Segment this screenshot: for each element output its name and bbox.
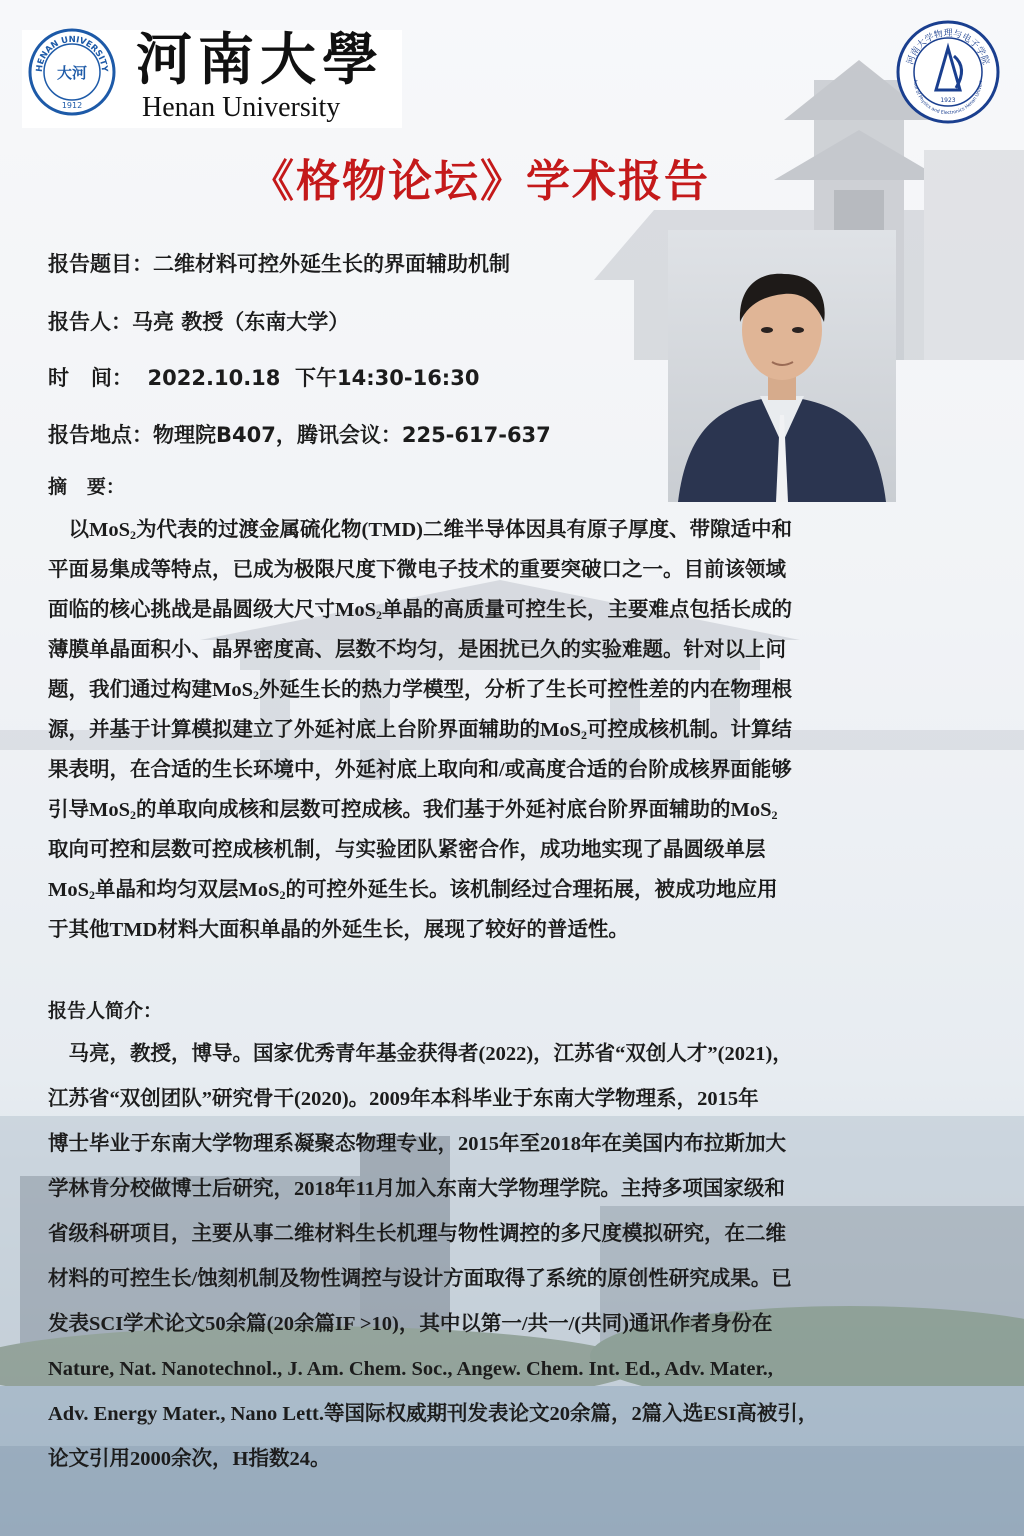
bio-line: 博士毕业于东南大学物理系凝聚态物理专业，2015年至2018年在美国内布拉斯加大 xyxy=(48,1133,786,1155)
university-english-name: Henan University xyxy=(142,92,341,123)
physics-school-seal xyxy=(896,20,1000,124)
report-location: 报告地点：物理院B407，腾讯会议：225-617-637 xyxy=(48,423,551,447)
subscript: 2 xyxy=(253,688,259,702)
text-run: 为代表的过渡金属硫化物(TMD)二维半导体因具有原子厚度、带隙适中和 xyxy=(136,519,792,541)
subscript: 2 xyxy=(130,808,136,822)
abstract-body xyxy=(48,510,938,950)
subscript: 2 xyxy=(771,808,778,822)
abstract-line xyxy=(48,630,938,670)
university-chinese-name: 河南大學 xyxy=(136,27,384,93)
abstract-line xyxy=(48,750,938,790)
school-seal-year: 1923 xyxy=(940,97,956,104)
school-seal-en: hool of Physics and Electronics Henan Univers xyxy=(911,79,985,117)
bio-line: 江苏省“双创团队”研究骨干(2020)。2009年本科毕业于东南大学物理系，2015年 xyxy=(48,1088,759,1110)
subscript: 2 xyxy=(130,528,136,542)
abstract-line xyxy=(48,510,938,550)
text-run: 取向可控和层数可控成核机制，与实验团队紧密合作，成功地实现了晶圆级单层 xyxy=(48,839,766,861)
bio-line: Adv. Energy Mater., Nano Lett.等国际权威期刊发表论文20余篇，2篇入选ESI高被引， xyxy=(48,1403,819,1425)
text-run: 可控成核机制。计算结 xyxy=(587,719,792,741)
abstract-line xyxy=(48,710,938,750)
abstract-heading: 摘 要： xyxy=(48,476,125,498)
report-topic: 报告题目：二维材料可控外延生长的界面辅助机制 xyxy=(48,252,510,276)
abstract-line xyxy=(48,790,938,830)
abstract-line xyxy=(48,830,938,870)
abstract-line xyxy=(48,550,938,590)
subscript: 2 xyxy=(89,888,95,902)
text-run: 源，并基于计算模拟建立了外延衬底上台阶界面辅助的MoS xyxy=(48,719,581,741)
bio-line: 材料的可控生长/蚀刻机制及物性调控与设计方面取得了系统的原创性研究成果。已 xyxy=(48,1268,792,1290)
abstract-line xyxy=(48,910,938,950)
bio-heading: 报告人简介： xyxy=(48,1000,163,1022)
bio-line: 省级科研项目，主要从事二维材料生长机理与物性调控的多尺度模拟研究，在二维 xyxy=(48,1223,786,1245)
bio-line: Nature, Nat. Nanotechnol., J. Am. Chem. Soc., Angew. Chem. Int. Ed., Adv. Mater., xyxy=(48,1358,773,1380)
text-run: 平面易集成等特点，已成为极限尺度下微电子技术的重要突破口之一。目前该领域 xyxy=(48,559,786,581)
text-run: 单晶的高质量可控生长，主要难点包括长成的 xyxy=(382,599,792,621)
school-seal-cn: 河南大学物理与电子学院 xyxy=(905,29,991,67)
abstract-line xyxy=(48,670,938,710)
bio-line: 论文引用2000余次，H指数24。 xyxy=(48,1448,331,1470)
text-run: 题，我们通过构建MoS xyxy=(48,679,253,701)
seal-ring-text: HENAN UNIVERSITY xyxy=(34,34,110,73)
subscript: 2 xyxy=(376,608,382,622)
text-run: 外延生长的热力学模型，分析了生长可控性差的内在物理根 xyxy=(259,679,792,701)
text-run: 引导MoS xyxy=(48,799,130,821)
report-speaker: 报告人：马亮 教授（东南大学） xyxy=(48,310,350,334)
text-run: 于其他TMD材料大面积单晶的外延生长，展现了较好的普适性。 xyxy=(48,919,629,941)
text-run: 面临的核心挑战是晶圆级大尺寸MoS xyxy=(48,599,376,621)
bio-line: 马亮，教授，博导。国家优秀青年基金获得者(2022)，江苏省“双创人才”(2021)， xyxy=(48,1043,793,1065)
henan-university-seal xyxy=(28,28,116,116)
text-run: MoS xyxy=(48,879,89,901)
bio-line: 发表SCI学术论文50余篇(20余篇IF >10)，其中以第一/共一/(共同)通讯作者身份在 xyxy=(48,1313,773,1335)
subscript: 2 xyxy=(581,728,587,742)
bio-body xyxy=(48,1032,938,1482)
bio-line: 学林肯分校做博士后研究，2018年11月加入东南大学物理学院。主持多项国家级和 xyxy=(48,1178,785,1200)
text-run: 薄膜单晶面积小、晶界密度高、层数不均匀，是困扰已久的实验难题。针对以上问 xyxy=(48,639,786,661)
text-run: 单晶和均匀双层MoS xyxy=(95,879,280,901)
text-run: 以MoS xyxy=(48,519,130,541)
abstract-line xyxy=(48,870,938,910)
seal-emblem: 大河 xyxy=(56,64,88,82)
text-run: 果表明，在合适的生长环境中，外延衬底上取向和/或高度合适的台阶成核界面能够 xyxy=(48,759,792,781)
text-run: 的单取向成核和层数可控成核。我们基于外延衬底台阶界面辅助的MoS xyxy=(136,799,772,821)
seal-year: 1912 xyxy=(61,101,83,110)
subscript: 2 xyxy=(279,888,286,902)
abstract-line xyxy=(48,590,938,630)
forum-title: 《格物论坛》学术报告 xyxy=(250,156,710,207)
text-run: 的可控外延生长。该机制经过合理拓展，被成功地应用 xyxy=(285,879,778,901)
speaker-photo xyxy=(668,230,896,502)
report-time: 时 间： 2022.10.18 下午14:30-16:30 xyxy=(48,366,480,390)
